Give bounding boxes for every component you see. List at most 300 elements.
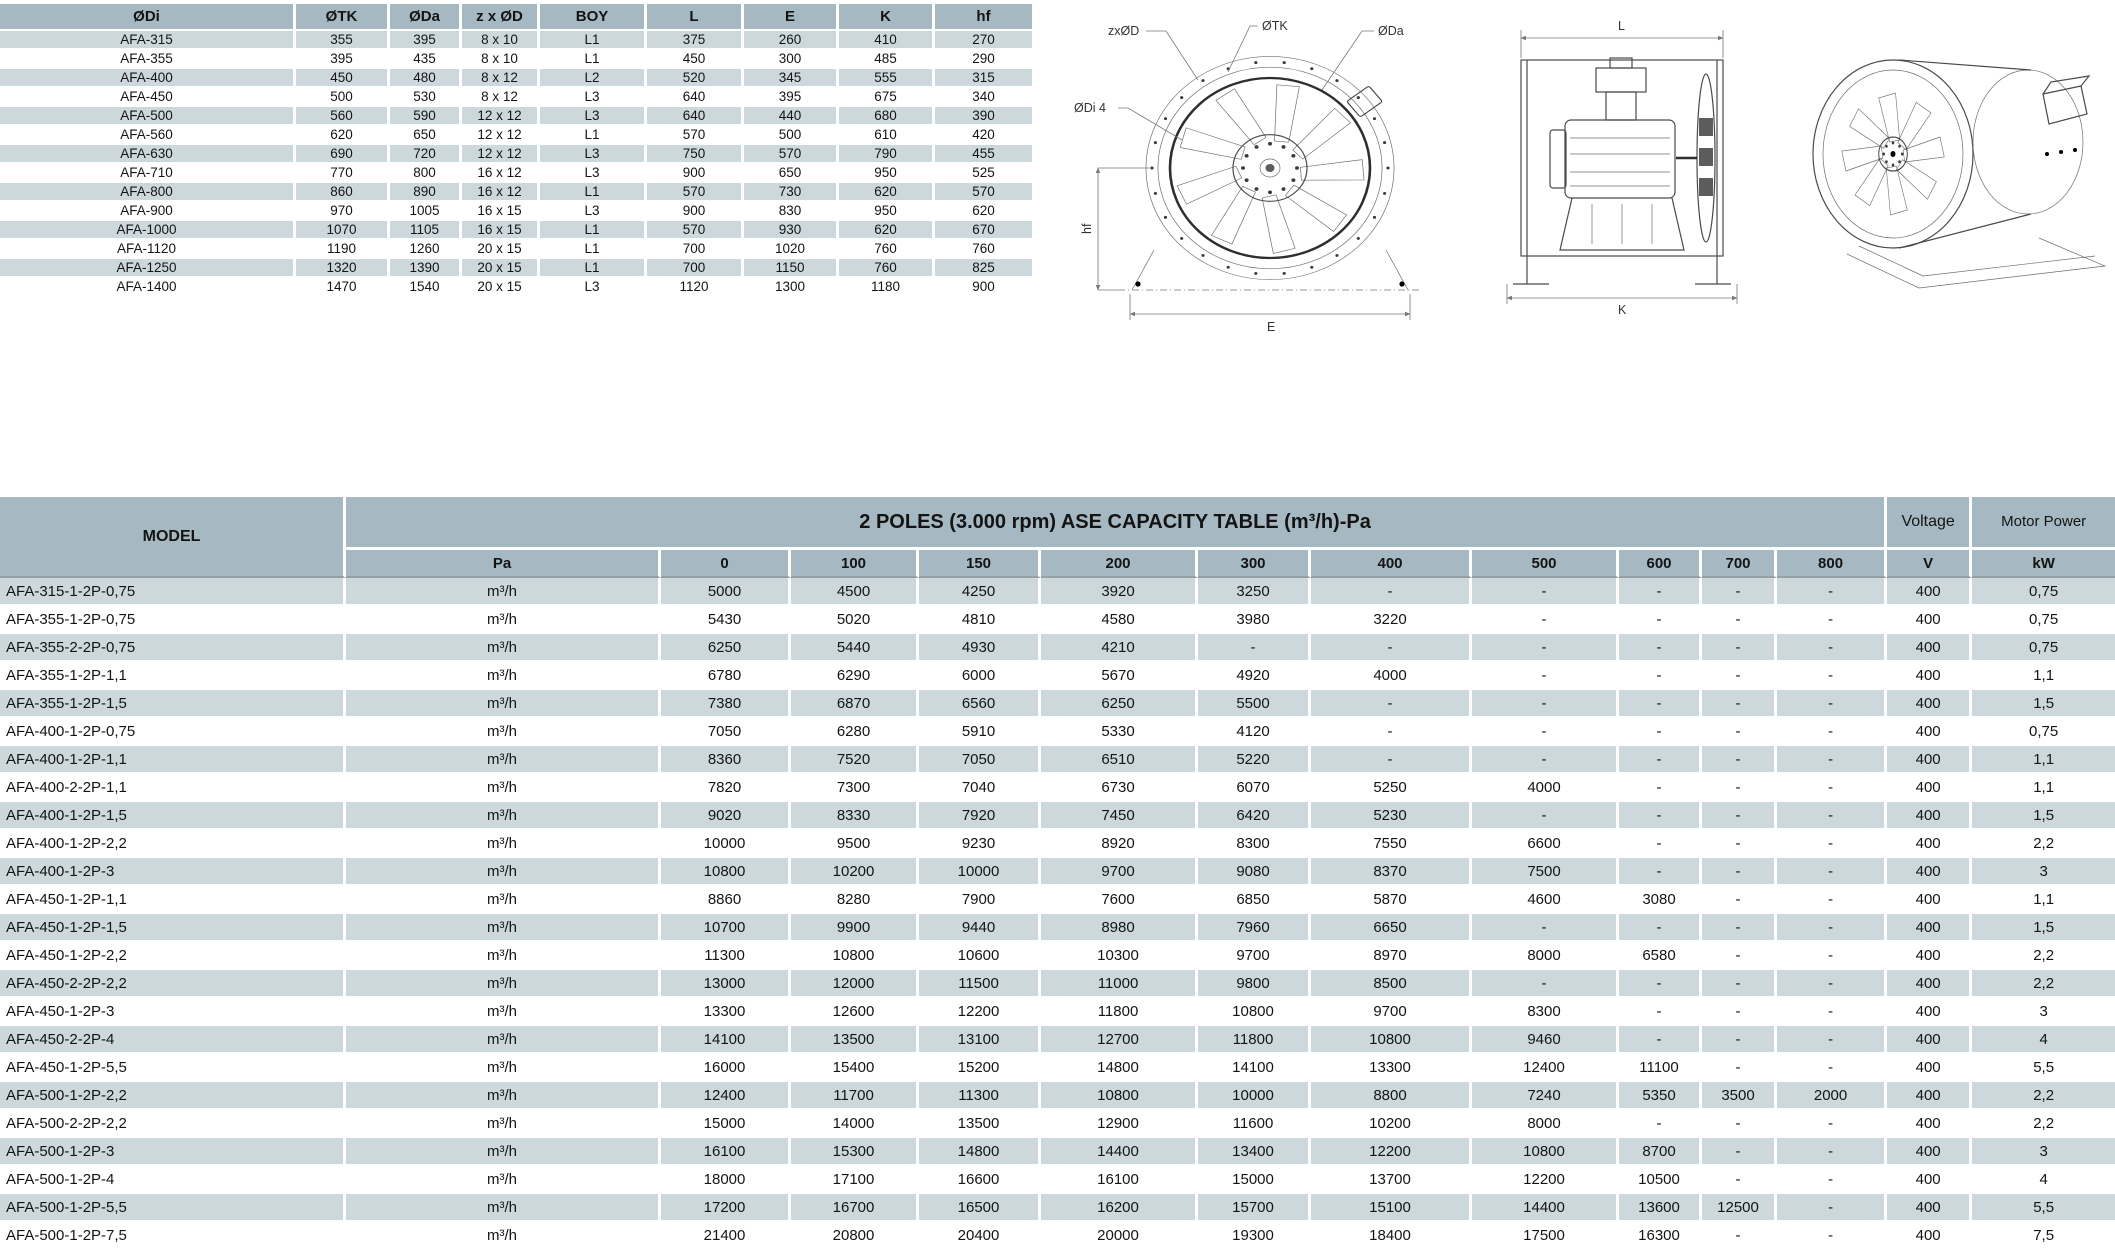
cell-voltage: 400 — [1887, 634, 1972, 662]
cell-pa-500: - — [1472, 606, 1619, 634]
cell-pa-100: 17100 — [791, 1166, 919, 1194]
cell-pa-200: 10800 — [1041, 1082, 1198, 1110]
cell-pa-800: - — [1777, 970, 1887, 998]
col-header-e: E — [744, 4, 839, 31]
dimensions-table-body — [0, 31, 1032, 297]
cell-pa-400: 4000 — [1311, 662, 1472, 690]
cell-pa-700: - — [1702, 830, 1777, 858]
cell-power: 0,75 — [1972, 606, 2115, 634]
col-header-odi: ØDi — [0, 4, 296, 31]
cell-power: 1,1 — [1972, 886, 2115, 914]
cell-voltage: 400 — [1887, 802, 1972, 830]
dim-label-k: K — [1618, 303, 1627, 317]
cell-pa-700: - — [1702, 802, 1777, 830]
cell-e: 345 — [744, 69, 839, 88]
col-header-l: L — [647, 4, 744, 31]
cell-unit: m³/h — [346, 690, 661, 718]
cell-otk: 1070 — [296, 221, 390, 240]
cell-k: 620 — [839, 183, 935, 202]
cell-pa-700: - — [1702, 606, 1777, 634]
cell-k: 760 — [839, 240, 935, 259]
cell-oda: 1105 — [390, 221, 462, 240]
cell-power: 3 — [1972, 1138, 2115, 1166]
cell-oda: 800 — [390, 164, 462, 183]
table-row — [0, 1110, 2115, 1138]
fan-side-view-drawing — [1472, 2, 1785, 318]
cell-pa-150: 7050 — [919, 746, 1041, 774]
col-header-oda: ØDa — [390, 4, 462, 31]
cell-pa-400: 18400 — [1311, 1222, 1472, 1250]
cell-pa-600: - — [1619, 802, 1702, 830]
cell-power: 7,5 — [1972, 1222, 2115, 1250]
cell-unit: m³/h — [346, 1194, 661, 1222]
cell-pa-400: - — [1311, 634, 1472, 662]
cell-unit: m³/h — [346, 858, 661, 886]
cell-l: 900 — [647, 202, 744, 221]
cell-oda: 435 — [390, 50, 462, 69]
cell-pa-0: 5430 — [661, 606, 791, 634]
cell-pa-100: 12000 — [791, 970, 919, 998]
dim-label-oda: ØDa — [1378, 24, 1404, 38]
cell-otk: 1470 — [296, 278, 390, 297]
cell-pa-150: 11300 — [919, 1082, 1041, 1110]
table-row — [0, 1138, 2115, 1166]
cell-l: 700 — [647, 240, 744, 259]
cell-model: AFA-400-1-2P-0,75 — [0, 718, 346, 746]
cell-pa-300: 15000 — [1198, 1166, 1311, 1194]
capacity-table — [0, 497, 2115, 1250]
cell-boy: L1 — [540, 221, 647, 240]
cell-k: 760 — [839, 259, 935, 278]
cell-l: 520 — [647, 69, 744, 88]
cell-pa-600: - — [1619, 914, 1702, 942]
cell-pa-100: 8280 — [791, 886, 919, 914]
cell-pa-100: 7520 — [791, 746, 919, 774]
capacity-table-section — [0, 497, 2115, 1250]
cell-pa-800: - — [1777, 998, 1887, 1026]
cell-pa-600: - — [1619, 1026, 1702, 1054]
col-header-voltage-unit: V — [1887, 550, 1972, 578]
cell-pa-0: 6250 — [661, 634, 791, 662]
table-row — [0, 718, 2115, 746]
cell-voltage: 400 — [1887, 942, 1972, 970]
col-header-pa-800: 800 — [1777, 550, 1887, 578]
cell-pa-500: 8000 — [1472, 942, 1619, 970]
cell-pa-700: - — [1702, 886, 1777, 914]
cell-power: 1,1 — [1972, 662, 2115, 690]
cell-model: AFA-400-1-2P-3 — [0, 858, 346, 886]
cell-voltage: 400 — [1887, 746, 1972, 774]
cell-boy: L3 — [540, 107, 647, 126]
cell-pa-0: 8860 — [661, 886, 791, 914]
cell-pa-0: 15000 — [661, 1110, 791, 1138]
cell-hf: 290 — [935, 50, 1032, 69]
cell-e: 260 — [744, 31, 839, 50]
cell-zxod: 16 x 15 — [462, 221, 540, 240]
cell-pa-800: - — [1777, 634, 1887, 662]
cell-power: 1,1 — [1972, 746, 2115, 774]
cell-model: AFA-355-1-2P-1,5 — [0, 690, 346, 718]
cell-pa-100: 10800 — [791, 942, 919, 970]
cell-pa-500: - — [1472, 802, 1619, 830]
technical-drawings — [1072, 2, 2115, 334]
cell-oda: 590 — [390, 107, 462, 126]
cell-pa-400: - — [1311, 746, 1472, 774]
cell-pa-800: - — [1777, 662, 1887, 690]
cell-pa-100: 9900 — [791, 914, 919, 942]
cell-unit: m³/h — [346, 746, 661, 774]
cell-unit: m³/h — [346, 1082, 661, 1110]
cell-pa-300: 4120 — [1198, 718, 1311, 746]
cell-pa-500: 4000 — [1472, 774, 1619, 802]
cell-e: 1020 — [744, 240, 839, 259]
cell-pa-200: 4580 — [1041, 606, 1198, 634]
cell-otk: 560 — [296, 107, 390, 126]
cell-model: AFA-500-1-2P-2,2 — [0, 1082, 346, 1110]
cell-power: 2,2 — [1972, 830, 2115, 858]
cell-pa-100: 5020 — [791, 606, 919, 634]
cell-model: AFA-450-1-2P-2,2 — [0, 942, 346, 970]
col-header-boy: BOY — [540, 4, 647, 31]
cell-model: AFA-355 — [0, 50, 296, 69]
cell-hf: 760 — [935, 240, 1032, 259]
dimensions-table-section — [0, 4, 1032, 297]
cell-k: 555 — [839, 69, 935, 88]
cell-voltage: 400 — [1887, 1026, 1972, 1054]
cell-l: 700 — [647, 259, 744, 278]
cell-pa-800: - — [1777, 1222, 1887, 1250]
cell-pa-200: 7600 — [1041, 886, 1198, 914]
cell-power: 0,75 — [1972, 718, 2115, 746]
cell-model: AFA-500-1-2P-5,5 — [0, 1194, 346, 1222]
cell-pa-600: - — [1619, 718, 1702, 746]
cell-pa-100: 4500 — [791, 578, 919, 606]
cell-hf: 525 — [935, 164, 1032, 183]
cell-hf: 455 — [935, 145, 1032, 164]
cell-boy: L3 — [540, 88, 647, 107]
cell-pa-800: - — [1777, 858, 1887, 886]
cell-pa-400: 6650 — [1311, 914, 1472, 942]
cell-pa-600: 13600 — [1619, 1194, 1702, 1222]
cell-otk: 500 — [296, 88, 390, 107]
cell-e: 300 — [744, 50, 839, 69]
cell-zxod: 20 x 15 — [462, 240, 540, 259]
cell-pa-700: - — [1702, 858, 1777, 886]
cell-k: 790 — [839, 145, 935, 164]
cell-pa-200: 20000 — [1041, 1222, 1198, 1250]
cell-pa-700: - — [1702, 1110, 1777, 1138]
cell-pa-800: - — [1777, 718, 1887, 746]
cell-pa-800: 2000 — [1777, 1082, 1887, 1110]
table-row — [0, 50, 1032, 69]
table-row — [0, 202, 1032, 221]
cell-voltage: 400 — [1887, 578, 1972, 606]
table-row — [0, 164, 1032, 183]
cell-power: 2,2 — [1972, 1110, 2115, 1138]
cell-pa-100: 6280 — [791, 718, 919, 746]
cell-pa-600: 16300 — [1619, 1222, 1702, 1250]
table-row — [0, 970, 2115, 998]
cell-k: 620 — [839, 221, 935, 240]
cell-pa-800: - — [1777, 942, 1887, 970]
col-header-otk: ØTK — [296, 4, 390, 31]
cell-pa-300: 11600 — [1198, 1110, 1311, 1138]
cell-oda: 395 — [390, 31, 462, 50]
cell-pa-600: - — [1619, 830, 1702, 858]
cell-pa-300: 6850 — [1198, 886, 1311, 914]
cell-pa-400: - — [1311, 578, 1472, 606]
cell-pa-700: - — [1702, 1054, 1777, 1082]
cell-pa-150: 16500 — [919, 1194, 1041, 1222]
cell-pa-300: 7960 — [1198, 914, 1311, 942]
cell-pa-800: - — [1777, 1054, 1887, 1082]
cell-model: AFA-315-1-2P-0,75 — [0, 578, 346, 606]
cell-oda: 1260 — [390, 240, 462, 259]
cell-l: 640 — [647, 107, 744, 126]
cell-model: AFA-500 — [0, 107, 296, 126]
cell-pa-0: 13000 — [661, 970, 791, 998]
cell-otk: 620 — [296, 126, 390, 145]
cell-pa-150: 4810 — [919, 606, 1041, 634]
cell-zxod: 16 x 12 — [462, 183, 540, 202]
cell-pa-150: 10600 — [919, 942, 1041, 970]
cell-k: 410 — [839, 31, 935, 50]
cell-pa-700: - — [1702, 998, 1777, 1026]
cell-pa-800: - — [1777, 1026, 1887, 1054]
cell-otk: 355 — [296, 31, 390, 50]
cell-model: AFA-1250 — [0, 259, 296, 278]
cell-boy: L1 — [540, 50, 647, 69]
table-row — [0, 221, 1032, 240]
cell-unit: m³/h — [346, 830, 661, 858]
table-row — [0, 746, 2115, 774]
cell-pa-700: - — [1702, 578, 1777, 606]
cell-pa-400: 3220 — [1311, 606, 1472, 634]
cell-l: 1120 — [647, 278, 744, 297]
table-row — [0, 183, 1032, 202]
cell-unit: m³/h — [346, 802, 661, 830]
cell-power: 4 — [1972, 1026, 2115, 1054]
cell-voltage: 400 — [1887, 998, 1972, 1026]
cell-model: AFA-450-1-2P-3 — [0, 998, 346, 1026]
cell-boy: L1 — [540, 240, 647, 259]
cell-pa-200: 14400 — [1041, 1138, 1198, 1166]
cell-pa-400: 7550 — [1311, 830, 1472, 858]
cell-pa-400: 13700 — [1311, 1166, 1472, 1194]
cell-pa-100: 10200 — [791, 858, 919, 886]
cell-model: AFA-450-1-2P-5,5 — [0, 1054, 346, 1082]
cell-pa-600: - — [1619, 998, 1702, 1026]
cell-otk: 770 — [296, 164, 390, 183]
cell-pa-0: 13300 — [661, 998, 791, 1026]
cell-power: 0,75 — [1972, 634, 2115, 662]
cell-model: AFA-450-1-2P-1,1 — [0, 886, 346, 914]
cell-pa-500: 14400 — [1472, 1194, 1619, 1222]
cell-power: 0,75 — [1972, 578, 2115, 606]
cell-unit: m³/h — [346, 774, 661, 802]
cell-voltage: 400 — [1887, 1222, 1972, 1250]
cell-model: AFA-355-2-2P-0,75 — [0, 634, 346, 662]
cell-pa-200: 8920 — [1041, 830, 1198, 858]
cell-pa-300: 6420 — [1198, 802, 1311, 830]
cell-model: AFA-710 — [0, 164, 296, 183]
cell-unit: m³/h — [346, 1166, 661, 1194]
col-header-pa-600: 600 — [1619, 550, 1702, 578]
table-row — [0, 126, 1032, 145]
cell-pa-700: 12500 — [1702, 1194, 1777, 1222]
cell-pa-200: 11000 — [1041, 970, 1198, 998]
cell-pa-200: 6730 — [1041, 774, 1198, 802]
cell-k: 675 — [839, 88, 935, 107]
cell-pa-300: 3980 — [1198, 606, 1311, 634]
cell-pa-0: 14100 — [661, 1026, 791, 1054]
col-header-model: MODEL — [0, 497, 346, 578]
cell-zxod: 16 x 15 — [462, 202, 540, 221]
cell-pa-300: 9080 — [1198, 858, 1311, 886]
cell-pa-0: 18000 — [661, 1166, 791, 1194]
dim-label-odi: ØDi 4 — [1074, 101, 1106, 115]
cell-unit: m³/h — [346, 662, 661, 690]
cell-pa-300: 9700 — [1198, 942, 1311, 970]
cell-voltage: 400 — [1887, 1054, 1972, 1082]
table-row — [0, 830, 2115, 858]
table-row — [0, 88, 1032, 107]
col-header-pa-500: 500 — [1472, 550, 1619, 578]
cell-pa-800: - — [1777, 774, 1887, 802]
cell-pa-200: 6250 — [1041, 690, 1198, 718]
cell-l: 570 — [647, 221, 744, 240]
cell-k: 1180 — [839, 278, 935, 297]
cell-pa-500: - — [1472, 970, 1619, 998]
cell-pa-100: 6290 — [791, 662, 919, 690]
cell-voltage: 400 — [1887, 1194, 1972, 1222]
table-row — [0, 802, 2115, 830]
cell-voltage: 400 — [1887, 1110, 1972, 1138]
cell-pa-200: 10300 — [1041, 942, 1198, 970]
cell-voltage: 400 — [1887, 606, 1972, 634]
cell-unit: m³/h — [346, 914, 661, 942]
cell-e: 395 — [744, 88, 839, 107]
cell-pa-150: 4250 — [919, 578, 1041, 606]
cell-boy: L3 — [540, 145, 647, 164]
cell-k: 950 — [839, 202, 935, 221]
cell-pa-400: 9700 — [1311, 998, 1472, 1026]
cell-pa-300: 9800 — [1198, 970, 1311, 998]
cell-pa-150: 11500 — [919, 970, 1041, 998]
cell-pa-200: 7450 — [1041, 802, 1198, 830]
cell-boy: L1 — [540, 183, 647, 202]
cell-pa-500: 6600 — [1472, 830, 1619, 858]
cell-oda: 890 — [390, 183, 462, 202]
cell-e: 1150 — [744, 259, 839, 278]
cell-model: AFA-560 — [0, 126, 296, 145]
cell-pa-0: 10800 — [661, 858, 791, 886]
cell-pa-500: 7500 — [1472, 858, 1619, 886]
cell-pa-100: 15400 — [791, 1054, 919, 1082]
cell-boy: L3 — [540, 164, 647, 183]
cell-model: AFA-900 — [0, 202, 296, 221]
cell-voltage: 400 — [1887, 718, 1972, 746]
cell-voltage: 400 — [1887, 970, 1972, 998]
table-row — [0, 240, 1032, 259]
cell-pa-150: 6560 — [919, 690, 1041, 718]
cell-pa-800: - — [1777, 578, 1887, 606]
cell-pa-700: - — [1702, 942, 1777, 970]
cell-pa-400: 15100 — [1311, 1194, 1472, 1222]
capacity-header-row-1 — [0, 497, 2115, 550]
cell-pa-700: - — [1702, 1026, 1777, 1054]
cell-pa-400: 8800 — [1311, 1082, 1472, 1110]
cell-pa-500: - — [1472, 718, 1619, 746]
cell-otk: 690 — [296, 145, 390, 164]
cell-pa-100: 14000 — [791, 1110, 919, 1138]
fan-front-view-drawing — [1072, 2, 1472, 334]
cell-model: AFA-1000 — [0, 221, 296, 240]
col-header-pa: Pa — [346, 550, 661, 578]
cell-pa-300: 5220 — [1198, 746, 1311, 774]
cell-pa-700: - — [1702, 1166, 1777, 1194]
cell-unit: m³/h — [346, 578, 661, 606]
cell-pa-200: 14800 — [1041, 1054, 1198, 1082]
cell-zxod: 8 x 10 — [462, 50, 540, 69]
cell-power: 3 — [1972, 998, 2115, 1026]
cell-pa-800: - — [1777, 746, 1887, 774]
cell-pa-600: - — [1619, 858, 1702, 886]
table-row — [0, 1082, 2115, 1110]
cell-boy: L1 — [540, 126, 647, 145]
cell-pa-800: - — [1777, 1138, 1887, 1166]
cell-pa-300: 10000 — [1198, 1082, 1311, 1110]
col-header-motor-power: Motor Power — [1972, 497, 2115, 550]
cell-pa-300: 8300 — [1198, 830, 1311, 858]
cell-pa-150: 7040 — [919, 774, 1041, 802]
dimensions-table — [0, 4, 1032, 297]
cell-pa-100: 12600 — [791, 998, 919, 1026]
cell-voltage: 400 — [1887, 1138, 1972, 1166]
cell-model: AFA-450 — [0, 88, 296, 107]
cell-zxod: 12 x 12 — [462, 126, 540, 145]
cell-pa-700: - — [1702, 1138, 1777, 1166]
col-header-pa-0: 0 — [661, 550, 791, 578]
cell-k: 610 — [839, 126, 935, 145]
cell-voltage: 400 — [1887, 886, 1972, 914]
cell-pa-600: 3080 — [1619, 886, 1702, 914]
table-row — [0, 942, 2115, 970]
cell-pa-800: - — [1777, 1194, 1887, 1222]
cell-pa-0: 10000 — [661, 830, 791, 858]
cell-pa-100: 6870 — [791, 690, 919, 718]
cell-pa-150: 12200 — [919, 998, 1041, 1026]
cell-model: AFA-450-1-2P-1,5 — [0, 914, 346, 942]
cell-l: 375 — [647, 31, 744, 50]
cell-power: 4 — [1972, 1166, 2115, 1194]
cell-pa-600: - — [1619, 578, 1702, 606]
cell-pa-400: 8970 — [1311, 942, 1472, 970]
cell-power: 5,5 — [1972, 1054, 2115, 1082]
cell-pa-400: 8500 — [1311, 970, 1472, 998]
cell-pa-0: 16000 — [661, 1054, 791, 1082]
cell-l: 450 — [647, 50, 744, 69]
cell-k: 680 — [839, 107, 935, 126]
cell-pa-600: - — [1619, 1110, 1702, 1138]
cell-pa-0: 8360 — [661, 746, 791, 774]
cell-power: 2,2 — [1972, 970, 2115, 998]
cell-pa-200: 9700 — [1041, 858, 1198, 886]
cell-pa-500: - — [1472, 578, 1619, 606]
cell-pa-100: 16700 — [791, 1194, 919, 1222]
cell-pa-150: 7900 — [919, 886, 1041, 914]
cell-pa-400: 12200 — [1311, 1138, 1472, 1166]
